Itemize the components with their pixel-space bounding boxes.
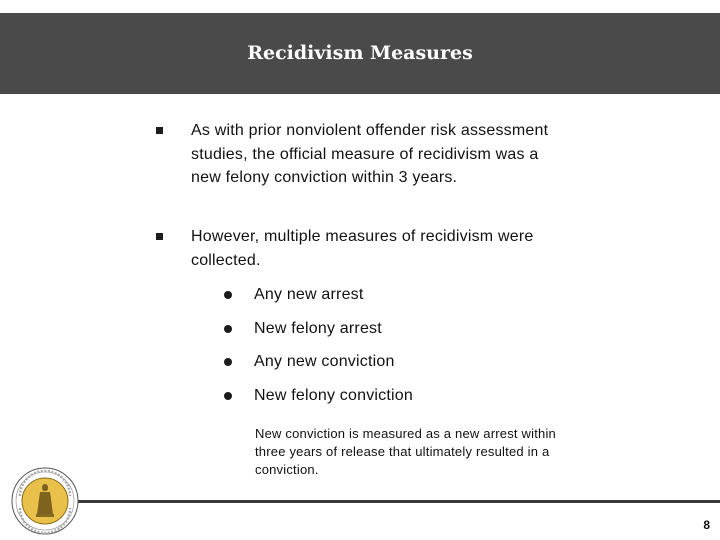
- square-bullet-icon: [156, 233, 163, 240]
- state-seal-icon: [10, 466, 80, 536]
- sub-bullet-text: New felony conviction: [254, 387, 413, 404]
- footer-divider: [70, 500, 720, 503]
- round-bullet-icon: [224, 325, 232, 333]
- sub-bullet-item: [224, 353, 395, 371]
- slide-title: Recidivism Measures: [247, 42, 473, 64]
- square-bullet-icon: [156, 127, 163, 134]
- sub-bullet-text: Any new conviction: [254, 353, 395, 370]
- page-number: 8: [703, 518, 710, 532]
- round-bullet-icon: [224, 358, 232, 366]
- bullet-item: [160, 225, 560, 272]
- sub-bullet-item: [224, 286, 364, 304]
- sub-bullet-item: [224, 320, 382, 338]
- footnote: New conviction is measured as a new arrest within three years of release that ultimately resulted in a conviction.: [255, 426, 556, 477]
- bullet-text: As with prior nonviolent offender risk assessment studies, the official measure of recidivism was a new felony conviction within 3 years.: [191, 122, 549, 186]
- bullet-item: [160, 119, 560, 190]
- sub-bullet-item: [224, 387, 413, 405]
- round-bullet-icon: [224, 392, 232, 400]
- sub-bullet-text: Any new arrest: [254, 286, 364, 303]
- bullet-text: However, multiple measures of recidivism were collected.: [191, 228, 534, 269]
- sub-bullet-text: New felony arrest: [254, 320, 382, 337]
- round-bullet-icon: [224, 291, 232, 299]
